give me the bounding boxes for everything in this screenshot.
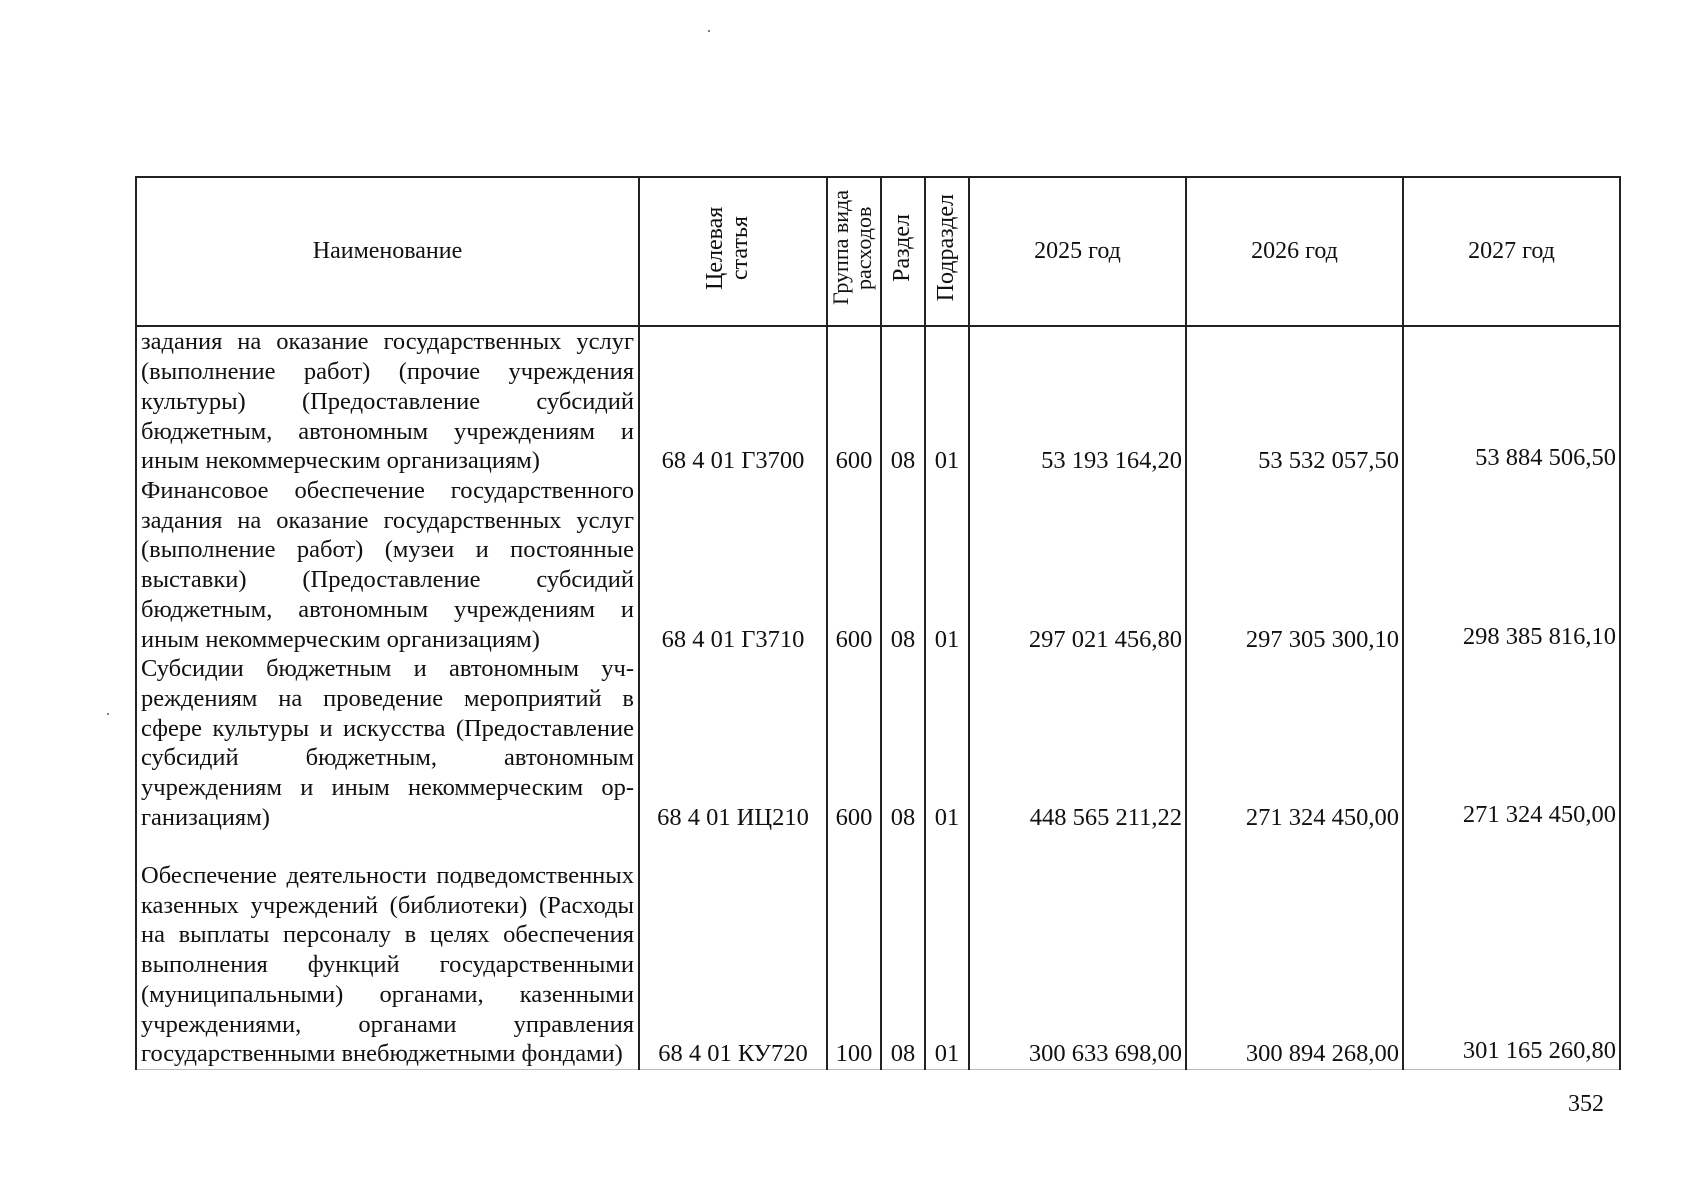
header-year-2025: 2025 год (969, 177, 1186, 326)
row-year-2025: 448 565 211,22 (969, 654, 1186, 832)
row-year-2026: 53 532 057,50 (1186, 326, 1403, 476)
header-podrazdel: Подраздел (925, 177, 969, 326)
table-row (136, 326, 1620, 476)
row-group: 600 (827, 476, 881, 654)
row-name: Субсидии бюджетным и автономным учреждениям на проведение мероприятий в сфере культуры и искусства (Предоставление субсидий бюджетным, автономным учреждениям и иным некоммерческим организациям) (136, 654, 639, 832)
row-year-2026: 297 305 300,10 (1186, 476, 1403, 654)
table-row (136, 654, 1620, 832)
header-name: Наименование (136, 177, 639, 326)
row-year-2025: 300 633 698,00 (969, 832, 1186, 1069)
row-target: 68 4 01 КУ720 (639, 832, 827, 1069)
row-year-2027: 298 385 816,10 (1403, 476, 1620, 654)
header-razdel: Раздел (881, 177, 925, 326)
header-year-2026: 2026 год (1186, 177, 1403, 326)
row-year-2026: 271 324 450,00 (1186, 654, 1403, 832)
row-year-2025: 297 021 456,80 (969, 476, 1186, 654)
row-target: 68 4 01 Г3700 (639, 326, 827, 476)
row-podrazdel: 01 (925, 326, 969, 476)
scan-speck (107, 713, 109, 715)
row-podrazdel: 01 (925, 654, 969, 832)
table-row (136, 476, 1620, 654)
row-name: Обеспечение деятельности подведомственных казенных учреждений (библиотеки) (Расходы на выплаты персоналу в целях обеспечения выполнения функций государственными (муниципальными) органами, казенными учреждениями, органами управления государственными внебюджетными фондами) (136, 832, 639, 1069)
table-row (136, 832, 1620, 1069)
scan-speck (708, 30, 710, 32)
table-header-row (136, 177, 1620, 326)
header-year-2027: 2027 год (1403, 177, 1620, 326)
row-razdel: 08 (881, 326, 925, 476)
row-name: Финансовое обеспечение государственного задания на оказание государственных услуг (выполнение работ) (музеи и постоянные выставки) (Предоставление субсидий бюджетным, автономным учреждениям и иным некоммерческим организациям) (136, 476, 639, 654)
row-razdel: 08 (881, 654, 925, 832)
row-target: 68 4 01 Г3710 (639, 476, 827, 654)
row-target: 68 4 01 ИЦ210 (639, 654, 827, 832)
row-year-2025: 53 193 164,20 (969, 326, 1186, 476)
row-group: 600 (827, 326, 881, 476)
row-razdel: 08 (881, 476, 925, 654)
row-year-2027: 271 324 450,00 (1403, 654, 1620, 832)
header-group: Группа вида расходов (827, 177, 881, 326)
page-number: 352 (1568, 1091, 1604, 1117)
row-group: 600 (827, 654, 881, 832)
row-razdel: 08 (881, 832, 925, 1069)
row-year-2026: 300 894 268,00 (1186, 832, 1403, 1069)
header-target: Целевая статья (639, 177, 827, 326)
row-group: 100 (827, 832, 881, 1069)
row-podrazdel: 01 (925, 476, 969, 654)
budget-table (135, 176, 1621, 1070)
row-year-2027: 53 884 506,50 (1403, 326, 1620, 476)
row-name: задания на оказание государственных услуг (выполнение работ) (прочие учреждения культуры) (Предоставление субсидий бюджетным, автономным учреждениям и иным некоммерческим организациям) (136, 326, 639, 476)
row-podrazdel: 01 (925, 832, 969, 1069)
row-year-2027: 301 165 260,80 (1403, 832, 1620, 1069)
budget-table-container (135, 176, 1619, 1070)
